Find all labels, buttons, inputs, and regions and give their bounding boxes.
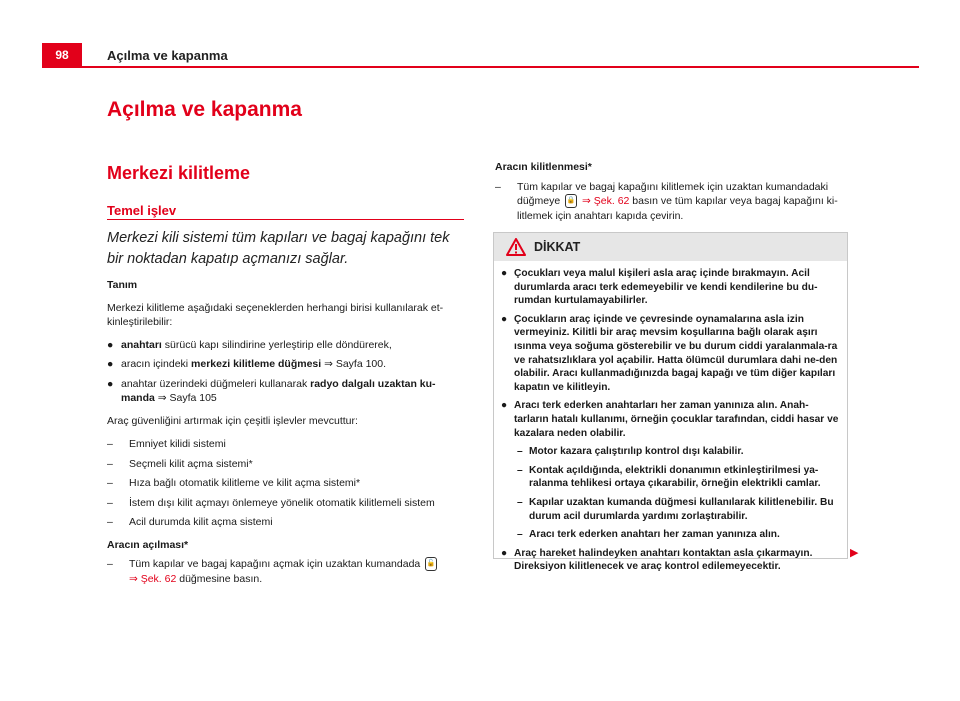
function-item: – Acil durumda kilit açma sistemi xyxy=(107,516,273,528)
continue-arrow-icon: ▶ xyxy=(850,547,859,559)
running-title: Açılma ve kapanma xyxy=(107,48,228,63)
list-item: ● anahtar üzerindeki düğmeleri kullanarak radyo dalgalı uzaktan ku-manda ⇒ Sayfa 105 xyxy=(107,377,436,404)
warning-subitem: – Motor kazara çalıştırılıp kontrol dışı kalabilir. xyxy=(517,446,744,458)
warning-item: ● Çocukların araç içinde ve çevresinde oynamalarına asla izin vermeyiniz. Kilitli bir araç mevsim koşullarına bağlı olarak aşırı ısınma veya soğuma gösterebilir ve bu durum ciddi yaralanmala-ra ve rahatsızlıklara yol açabilir. Hatta ölümcül durumlara dahi ne-den olabilir. Aracı kullanmadığınızda bagaj kapağı ve tüm diğer kapıları kapatın ve kilitleyin. xyxy=(501,313,838,393)
lock-step: – Tüm kapılar ve bagaj kapağını kilitlemek için uzaktan kumandadaki düğmeye 🔒 ⇒ Şek. 62 basın ve tüm kapılar veya bagaj kapağını ki-litlemek için anahtarı kapıda çevirin. xyxy=(495,180,838,222)
left-column xyxy=(107,278,467,591)
subsection-title: Temel işlev xyxy=(107,203,177,218)
warning-item: ● Aracı terk ederken anahtarları her zaman yanınıza alın. Anah-tarların hatalı kullanımı, örneğin çocuklar tarafından, ciddi hasar ve kazalara neden olabilir. xyxy=(501,400,839,439)
unlock-heading: Aracın açılması* xyxy=(107,538,189,551)
function-item: – Seçmeli kilit açma sistemi* xyxy=(107,457,253,470)
function-item: – İstem dışı kilit açmayı önlemeye yönelik otomatik kilitlemeli sistem xyxy=(107,496,435,509)
warning-subitem: – Kontak açıldığında, elektrikli donanımın etkinleştirilmesi ya-ralanma tehlikesi ortaya çıkarabilir, örneğin elektrikli camlar. xyxy=(517,464,821,490)
warning-triangle-icon xyxy=(506,238,526,256)
unlock-key-icon: 🔓 xyxy=(425,557,437,571)
function-item: – Hıza bağlı otomatik kilitleme ve kilit açma sistemi* xyxy=(107,477,361,489)
warning-subitem: – Aracı terk ederken anahtarı her zaman yanınıza alın. xyxy=(517,529,780,541)
header-rule xyxy=(42,66,919,68)
lock-heading: Aracın kilitlenmesi* xyxy=(495,161,592,173)
lock-key-icon: 🔒 xyxy=(565,194,577,208)
page-number: 98 xyxy=(42,43,82,67)
bullet: ● xyxy=(107,358,114,370)
page-ref-link[interactable]: ⇒ Sayfa 105 xyxy=(154,392,217,404)
list-item: ● anahtarı sürücü kapı silindirine yerleştirip elle döndürerek, xyxy=(107,338,392,351)
warning-body xyxy=(494,261,847,574)
intro-text: Merkezi kili sistemi tüm kapıları ve bagaj kapağını tek bir noktadan kapatıp açmanızı sağlar. xyxy=(107,230,450,267)
unlock-step: – Tüm kapılar ve bagaj kapağını açmak için uzaktan kumandada 🔓 ⇒ Şek. 62 düğmesine basın. xyxy=(107,558,436,585)
warning-subitem: – Kapılar uzaktan kumanda düğmesi kullanılarak kilitlenebilir. Bu durum acil durumlarda yardımı zorlaştırabilir. xyxy=(517,496,834,522)
function-item: – Emniyet kilidi sistemi xyxy=(107,438,226,450)
right-column xyxy=(495,160,845,228)
page-ref-link[interactable]: ⇒ Sayfa 100. xyxy=(321,358,387,370)
bullet: ● xyxy=(107,338,114,351)
warning-item: ● Çocukları veya malul kişileri asla araç içinde bırakmayın. Acil durumlarda aracı terk edemeyebilir ve kendi kendilerine bu du-rumdan kurtulamayabilirler. xyxy=(501,268,818,307)
figure-ref-link[interactable]: ⇒ Şek. 62 xyxy=(129,572,177,585)
section-title: Merkezi kilitleme xyxy=(107,163,251,183)
tanim-text: Merkezi kilitleme aşağıdaki seçeneklerden herhangi birisi kullanılarak et-kinleştirilebilir: xyxy=(107,301,444,328)
main-title: Açılma ve kapanma xyxy=(107,98,302,121)
bullet: ● xyxy=(107,377,114,390)
warning-item: ● Araç hareket halindeyken anahtarı kontaktan asla çıkarmayın. Direksiyon kilitlenecek ve araç kontrol edilemeyecektir. xyxy=(501,547,813,573)
warning-title: DİKKAT xyxy=(534,240,581,254)
warning-box xyxy=(493,232,848,573)
subsection-rule xyxy=(107,219,464,220)
tanim-heading: Tanım xyxy=(107,279,138,291)
list-item: ● aracın içindeki merkezi kilitleme düğmesi ⇒ Sayfa 100. xyxy=(107,358,387,370)
figure-ref-link[interactable]: ⇒ Şek. 62 xyxy=(582,195,630,207)
warning-header xyxy=(494,233,847,261)
security-intro: Araç güvenliğini artırmak için çeşitli işlevler mevcuttur: xyxy=(107,414,358,427)
